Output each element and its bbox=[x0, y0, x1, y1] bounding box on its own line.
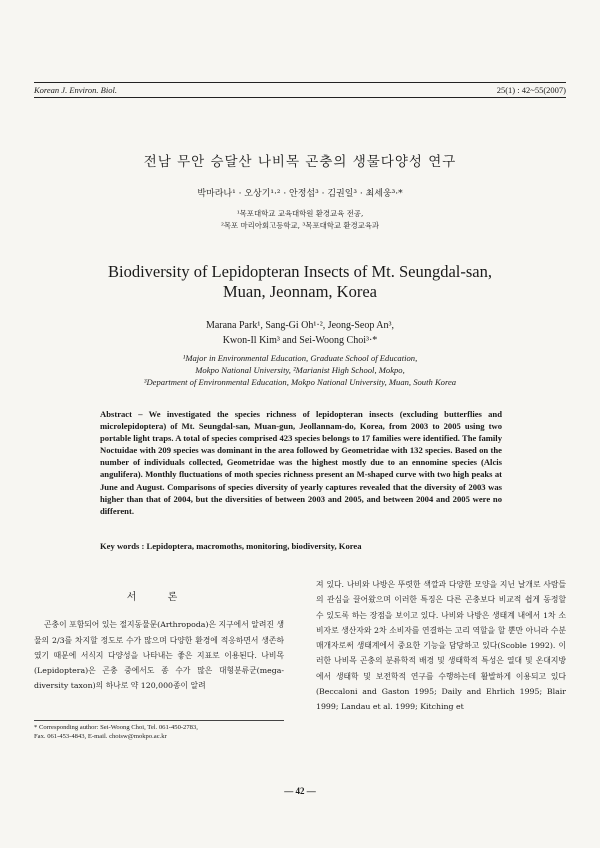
korean-affiliation-line: ²목포 마리아회고등학교, ³목포대학교 환경교육과 bbox=[220, 221, 380, 230]
english-authors-line: Marana Park¹, Sang-Gi Oh¹·², Jeong-Seop An³, bbox=[205, 320, 395, 331]
english-affiliation-line: ³Department of Environmental Education, Mokpo National University, Muan, South Korea bbox=[143, 377, 457, 387]
korean-affiliations bbox=[0, 208, 600, 232]
english-affiliations bbox=[0, 352, 600, 388]
korean-authors: 박마라나¹ · 오상기¹·² · 안정섭³ · 김권일³ · 최세웅³·* bbox=[197, 189, 403, 199]
corresponding-author-footnote bbox=[34, 720, 284, 741]
section-heading-introduction: 서 론 bbox=[126, 592, 192, 603]
english-affiliation-line: ¹Major in Environmental Education, Graduate School of Education, bbox=[182, 353, 418, 363]
body-text-right: 져 있다. 나비와 나방은 뚜렷한 색깔과 다양한 모양을 지닌 날개로 사람들의 관심을 끌어왔으며 이러한 특징은 다른 곤충보다 비교적 쉽게 동정할 수 있도록 하는 장점을 보이고 있다. 나비와 나방은 생태계 내에서 1차 소비자로 생산자와 2차 소비자를 연결하는 고리 역할을 할 뿐만 아니라 수분매개자로써 생태계에서 중요한 기능을 담당하고 있다(Scoble 1992). 이러한 나비목 곤충의 분류학적 배경 및 생태학적 특성은 열대 및 온대지방에서 생태학 및 보전학적 연구를 수행하는데 활발하게 이용되고 있다(Beccaloni and Gaston 1995; Daily and Ehrlich 1995; Blair 1999; Landau et al. 1999; Kitching et bbox=[316, 580, 566, 712]
journal-name: Korean J. Environ. Biol. bbox=[34, 85, 117, 95]
english-authors bbox=[0, 318, 600, 348]
volume-info: 25(1) : 42~55(2007) bbox=[496, 85, 566, 95]
right-column bbox=[316, 577, 566, 715]
english-title-line: Biodiversity of Lepidopteran Insects of Mt. Seungdal-san, bbox=[107, 262, 492, 281]
keywords: Key words : Lepidoptera, macromoths, monitoring, biodiversity, Korea bbox=[100, 541, 362, 551]
footnote-line: Fax. 061-453-4843, E-mail. choisw@mokpo.ac.kr bbox=[34, 733, 167, 740]
page-number: — 42 — bbox=[284, 786, 316, 796]
english-affiliation-line: Mokpo National University, ²Marianist High School, Mokpo, bbox=[195, 365, 405, 375]
footnote-line: * Corresponding author: Sei-Woong Choi, Tel. 061-450-2783, bbox=[34, 724, 198, 731]
korean-title: 전남 무안 승달산 나비목 곤충의 생물다양성 연구 bbox=[143, 154, 457, 170]
korean-affiliation-line: ¹목포대학교 교육대학원 환경교육 전공, bbox=[236, 209, 364, 218]
english-authors-line: Kwon-Il Kim³ and Sei-Woong Choi³·* bbox=[222, 335, 378, 346]
left-column bbox=[34, 580, 284, 694]
english-title bbox=[0, 262, 600, 302]
body-text-left: 곤충이 포함되어 있는 절지동물문(Arthropoda)은 지구에서 알려진 생물의 2/3를 차지할 정도로 수가 많으며 다양한 환경에 적응하면서 생존하였기 때문에 서식지 다양성을 나타내는 좋은 지표로 이용된다. 나비목(Lepidoptera)은 곤충 중에서도 종 수가 많은 대형분류군(mega-diversity taxon)의 하나로 약 120,000종이 알려 bbox=[34, 620, 284, 691]
running-header bbox=[34, 82, 566, 98]
abstract: Abstract – We investigated the species richness of lepidopteran insects (excluding butterflies and microlepidoptera) of Mt. Seungdal-san, Muan-gun, Jeollannam-do, Korea, from 2003 to 2005 using two portable light traps. A total of species comprised 423 species belongs to 17 families were identified. The family Noctuidae with 209 species was dominant in the area followed by Geometridae with 132 species. Based on the number of individuals collected, Geometridae was the highest mostly due to an ennomine species (Alcis angulifera). Monthly fluctuations of moth species richness present an M-shaped curve with two high peaks at June and August. Comparisons of species diversity of yearly captures revealed that the diversity of 2003 was higher than that of 2004, but the diversities of between 2003 and 2005, and between 2004 and 2005 were no different. bbox=[100, 409, 502, 516]
english-title-line: Muan, Jeonnam, Korea bbox=[223, 282, 377, 301]
